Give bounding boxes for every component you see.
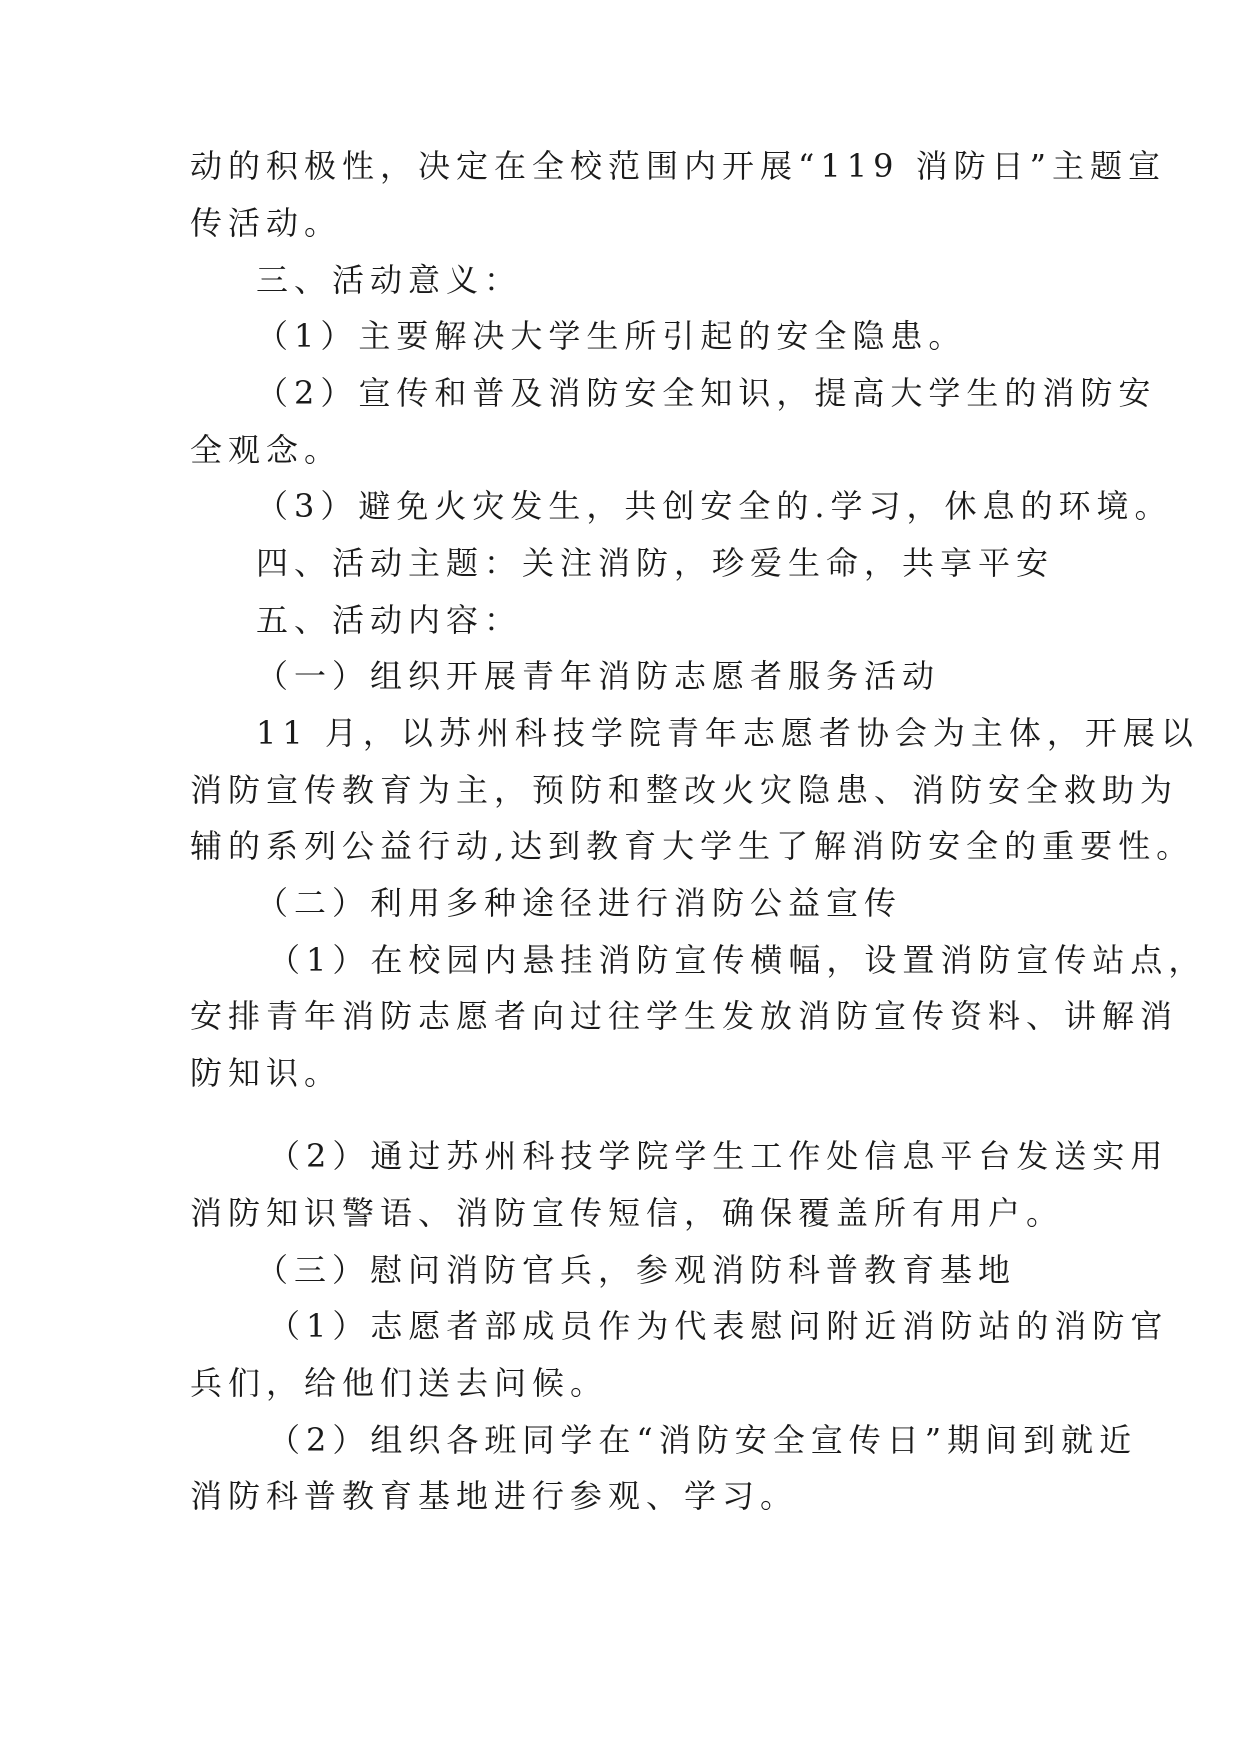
paragraph-line: （1）在校园内悬挂消防宣传横幅，设置消防宣传站点，	[268, 941, 1207, 979]
paragraph-line: （2）通过苏州科技学院学生工作处信息平台发送实用	[268, 1137, 1169, 1175]
paragraph-line: （2）宣传和普及消防安全知识，提高大学生的消防安	[256, 374, 1157, 412]
section-heading: 四、活动主题：关注消防，珍爱生命，共享平安	[256, 544, 1055, 582]
subsection-heading: （一）组织开展青年消防志愿者服务活动	[256, 657, 941, 695]
subsection-heading: （二）利用多种途径进行消防公益宣传	[256, 884, 903, 922]
paragraph-line: 辅的系列公益行动,达到教育大学生了解消防安全的重要性。	[190, 827, 1195, 865]
subsection-heading: （三）慰问消防官兵，参观消防科普教育基地	[256, 1251, 1017, 1289]
paragraph-line: 传活动。	[190, 204, 343, 242]
paragraph-line: 防知识。	[190, 1054, 343, 1092]
paragraph-line: 动的积极性，决定在全校范围内开展“119 消防日”主题宣	[190, 147, 1166, 185]
section-heading: 三、活动意义：	[256, 261, 523, 299]
paragraph-line: 兵们，给他们送去问候。	[190, 1364, 609, 1402]
paragraph-line: 全观念。	[190, 431, 343, 469]
paragraph-line: 消防宣传教育为主，预防和整改火灾隐患、消防安全救助为	[190, 771, 1179, 809]
paragraph-line: （1）主要解决大学生所引起的安全隐患。	[256, 317, 967, 355]
paragraph-line: 消防科普教育基地进行参观、学习。	[190, 1477, 799, 1515]
section-heading: 五、活动内容：	[256, 601, 523, 639]
paragraph-line: （3）避免火灾发生，共创安全的.学习，休息的环境。	[256, 487, 1173, 525]
paragraph-line: （1）志愿者部成员作为代表慰问附近消防站的消防官	[268, 1307, 1169, 1345]
paragraph-line: 11 月，以苏州科技学院青年志愿者协会为主体，开展以	[256, 714, 1199, 752]
paragraph-line: 安排青年消防志愿者向过往学生发放消防宣传资料、讲解消	[190, 997, 1179, 1035]
paragraph-line: 消防知识警语、消防宣传短信，确保覆盖所有用户。	[190, 1194, 1065, 1232]
paragraph-line: （2）组织各班同学在“消防安全宣传日”期间到就近	[268, 1421, 1138, 1459]
